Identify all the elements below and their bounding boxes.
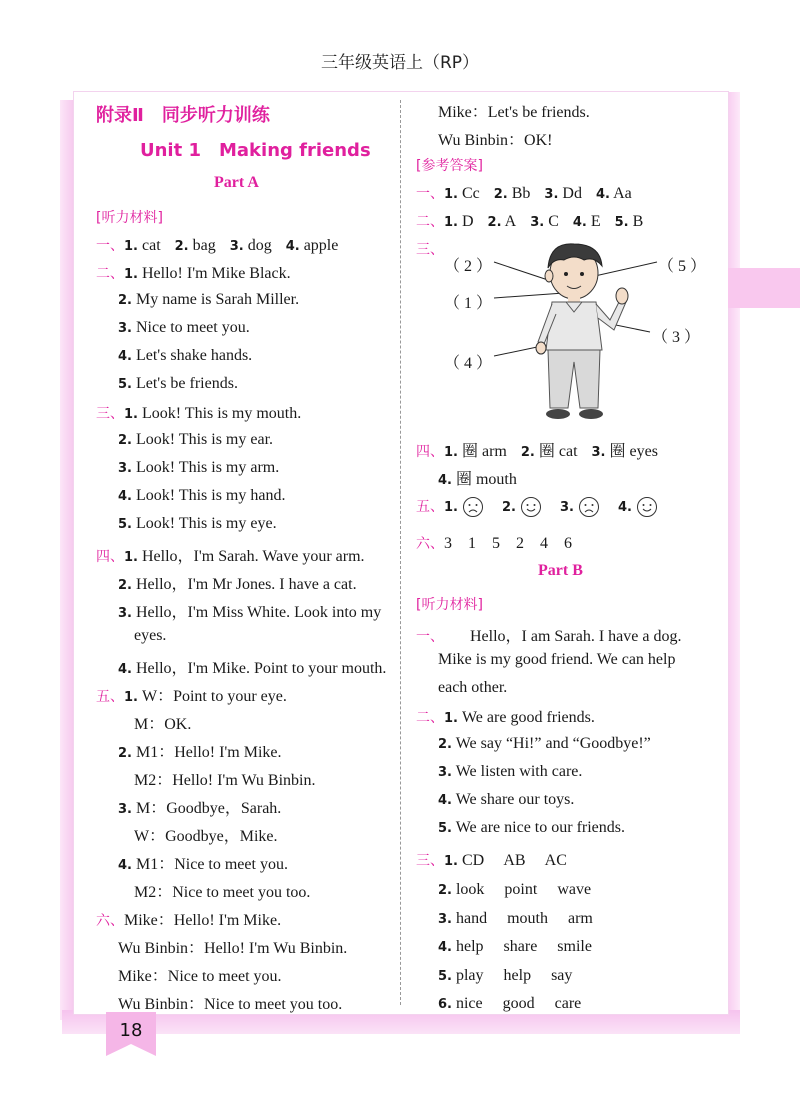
sad-face-icon	[462, 496, 484, 518]
b1-line: each other.	[438, 679, 508, 696]
answer-4-cont: 4. 圈 mouth	[438, 471, 517, 488]
answer-1: 一、1. Cc 2. Bb 3. Dd 4. Aa	[416, 185, 632, 202]
left-s5-line: M：OK.	[134, 716, 192, 733]
left-s2-line: 3. Nice to meet you.	[118, 319, 250, 336]
listen-material-label: [听力材料]	[96, 210, 163, 226]
left-s3-line: 3. Look! This is my arm.	[118, 459, 280, 476]
left-s2-line: 5. Let's be friends.	[118, 375, 238, 392]
figure-label-2: （ 2 ）	[444, 258, 493, 275]
left-s5-line: 3. M：Goodbye，Sarah.	[118, 800, 282, 817]
left-s4-line: 四、1. Hello，I'm Sarah. Wave your arm.	[96, 548, 365, 565]
right-cont-line: Mike：Let's be friends.	[438, 104, 590, 121]
side-tab	[728, 268, 800, 308]
page-number-tab	[106, 1012, 156, 1056]
answer-4: 四、1. 圈 arm 2. 圈 cat 3. 圈 eyes	[416, 443, 658, 460]
appendix-title: 附录Ⅱ 同步听力训练	[96, 105, 270, 126]
left-s3-line: 2. Look! This is my ear.	[118, 431, 274, 448]
left-s3-line: 三、1. Look! This is my mouth.	[96, 405, 302, 422]
left-s1: 一、1. cat 2. bag 3. dog 4. apple	[96, 237, 339, 254]
b1-line: Mike is my good friend. We can help	[438, 651, 676, 668]
left-s5-line: 2. M1：Hello! I'm Mike.	[118, 744, 282, 761]
b2-line: 4. We share our toys.	[438, 791, 575, 808]
b2-line: 2. We say “Hi!” and “Goodbye!”	[438, 735, 651, 752]
figure-label-5: （ 5 ）	[658, 258, 707, 275]
listen-material-label-b: [听力材料]	[416, 597, 483, 613]
b3-line: 三、1. CD AB AC	[416, 852, 567, 869]
b1-line: 一、 Hello，I am Sarah. I have a dog.	[416, 628, 682, 645]
b3-line: 4. help share smile	[438, 938, 592, 955]
right-cont-line: Wu Binbin：OK!	[438, 132, 553, 149]
happy-face-icon	[520, 496, 542, 518]
b2-line: 3. We listen with care.	[438, 763, 583, 780]
answer-5: 五、1. 2. 3. 4.	[416, 496, 662, 518]
left-s2-line: 4. Let's shake hands.	[118, 347, 253, 364]
left-s4-line: 4. Hello，I'm Mike. Point to your mouth.	[118, 660, 387, 677]
left-s4-line: eyes.	[134, 627, 167, 644]
part-b-heading: Part B	[538, 562, 583, 579]
answer-2: 二、1. D 2. A 3. C 4. E 5. B	[416, 213, 644, 230]
happy-face-icon	[636, 496, 658, 518]
column-divider	[400, 100, 401, 1005]
left-s5-line: W：Goodbye，Mike.	[134, 828, 278, 845]
left-s6-line: Wu Binbin：Hello! I'm Wu Binbin.	[118, 940, 348, 957]
left-s6-line: 六、Mike：Hello! I'm Mike.	[96, 912, 282, 929]
b3-line: 2. look point wave	[438, 881, 592, 898]
b2-line: 5. We are nice to our friends.	[438, 819, 626, 836]
unit-title: Unit 1 Making friends	[140, 140, 371, 161]
part-a-heading: Part A	[214, 174, 259, 191]
answer-label: [参考答案]	[416, 158, 483, 174]
left-s2-line: 2. My name is Sarah Miller.	[118, 291, 300, 308]
left-s2-line: 二、1. Hello! I'm Mike Black.	[96, 265, 291, 282]
left-s5-line: 五、1. W：Point to your eye.	[96, 688, 287, 705]
page-number: 18	[119, 1020, 143, 1041]
left-s3-line: 4. Look! This is my hand.	[118, 487, 286, 504]
page-shadow-right	[726, 92, 740, 1027]
left-s4-line: 2. Hello，I'm Mr Jones. I have a cat.	[118, 576, 357, 593]
b3-line: 5. play help say	[438, 967, 573, 984]
left-s5-line: 4. M1：Nice to meet you.	[118, 856, 288, 873]
left-s6-line: Wu Binbin：Nice to meet you too.	[118, 996, 343, 1013]
sad-face-icon	[578, 496, 600, 518]
page-header: 三年级英语上（RP）	[320, 53, 480, 73]
left-s5-line: M2：Hello! I'm Wu Binbin.	[134, 772, 316, 789]
figure-label-1: （ 1 ）	[444, 295, 493, 312]
left-s5-line: M2：Nice to meet you too.	[134, 884, 311, 901]
left-s4-line: 3. Hello，I'm Miss White. Look into my	[118, 604, 382, 621]
b2-line: 二、1. We are good friends.	[416, 709, 595, 726]
b3-line: 6. nice good care	[438, 995, 582, 1012]
boy-figure	[414, 238, 714, 428]
left-s3-line: 5. Look! This is my eye.	[118, 515, 277, 532]
b3-line: 3. hand mouth arm	[438, 910, 593, 927]
figure-label-3: （ 3 ）	[652, 329, 701, 346]
answer-6: 六、3 1 5 2 4 6	[416, 535, 573, 552]
figure-label-4: （ 4 ）	[444, 355, 493, 372]
left-s6-line: Mike：Nice to meet you.	[118, 968, 282, 985]
answer-3-mark: 三、	[416, 242, 444, 258]
